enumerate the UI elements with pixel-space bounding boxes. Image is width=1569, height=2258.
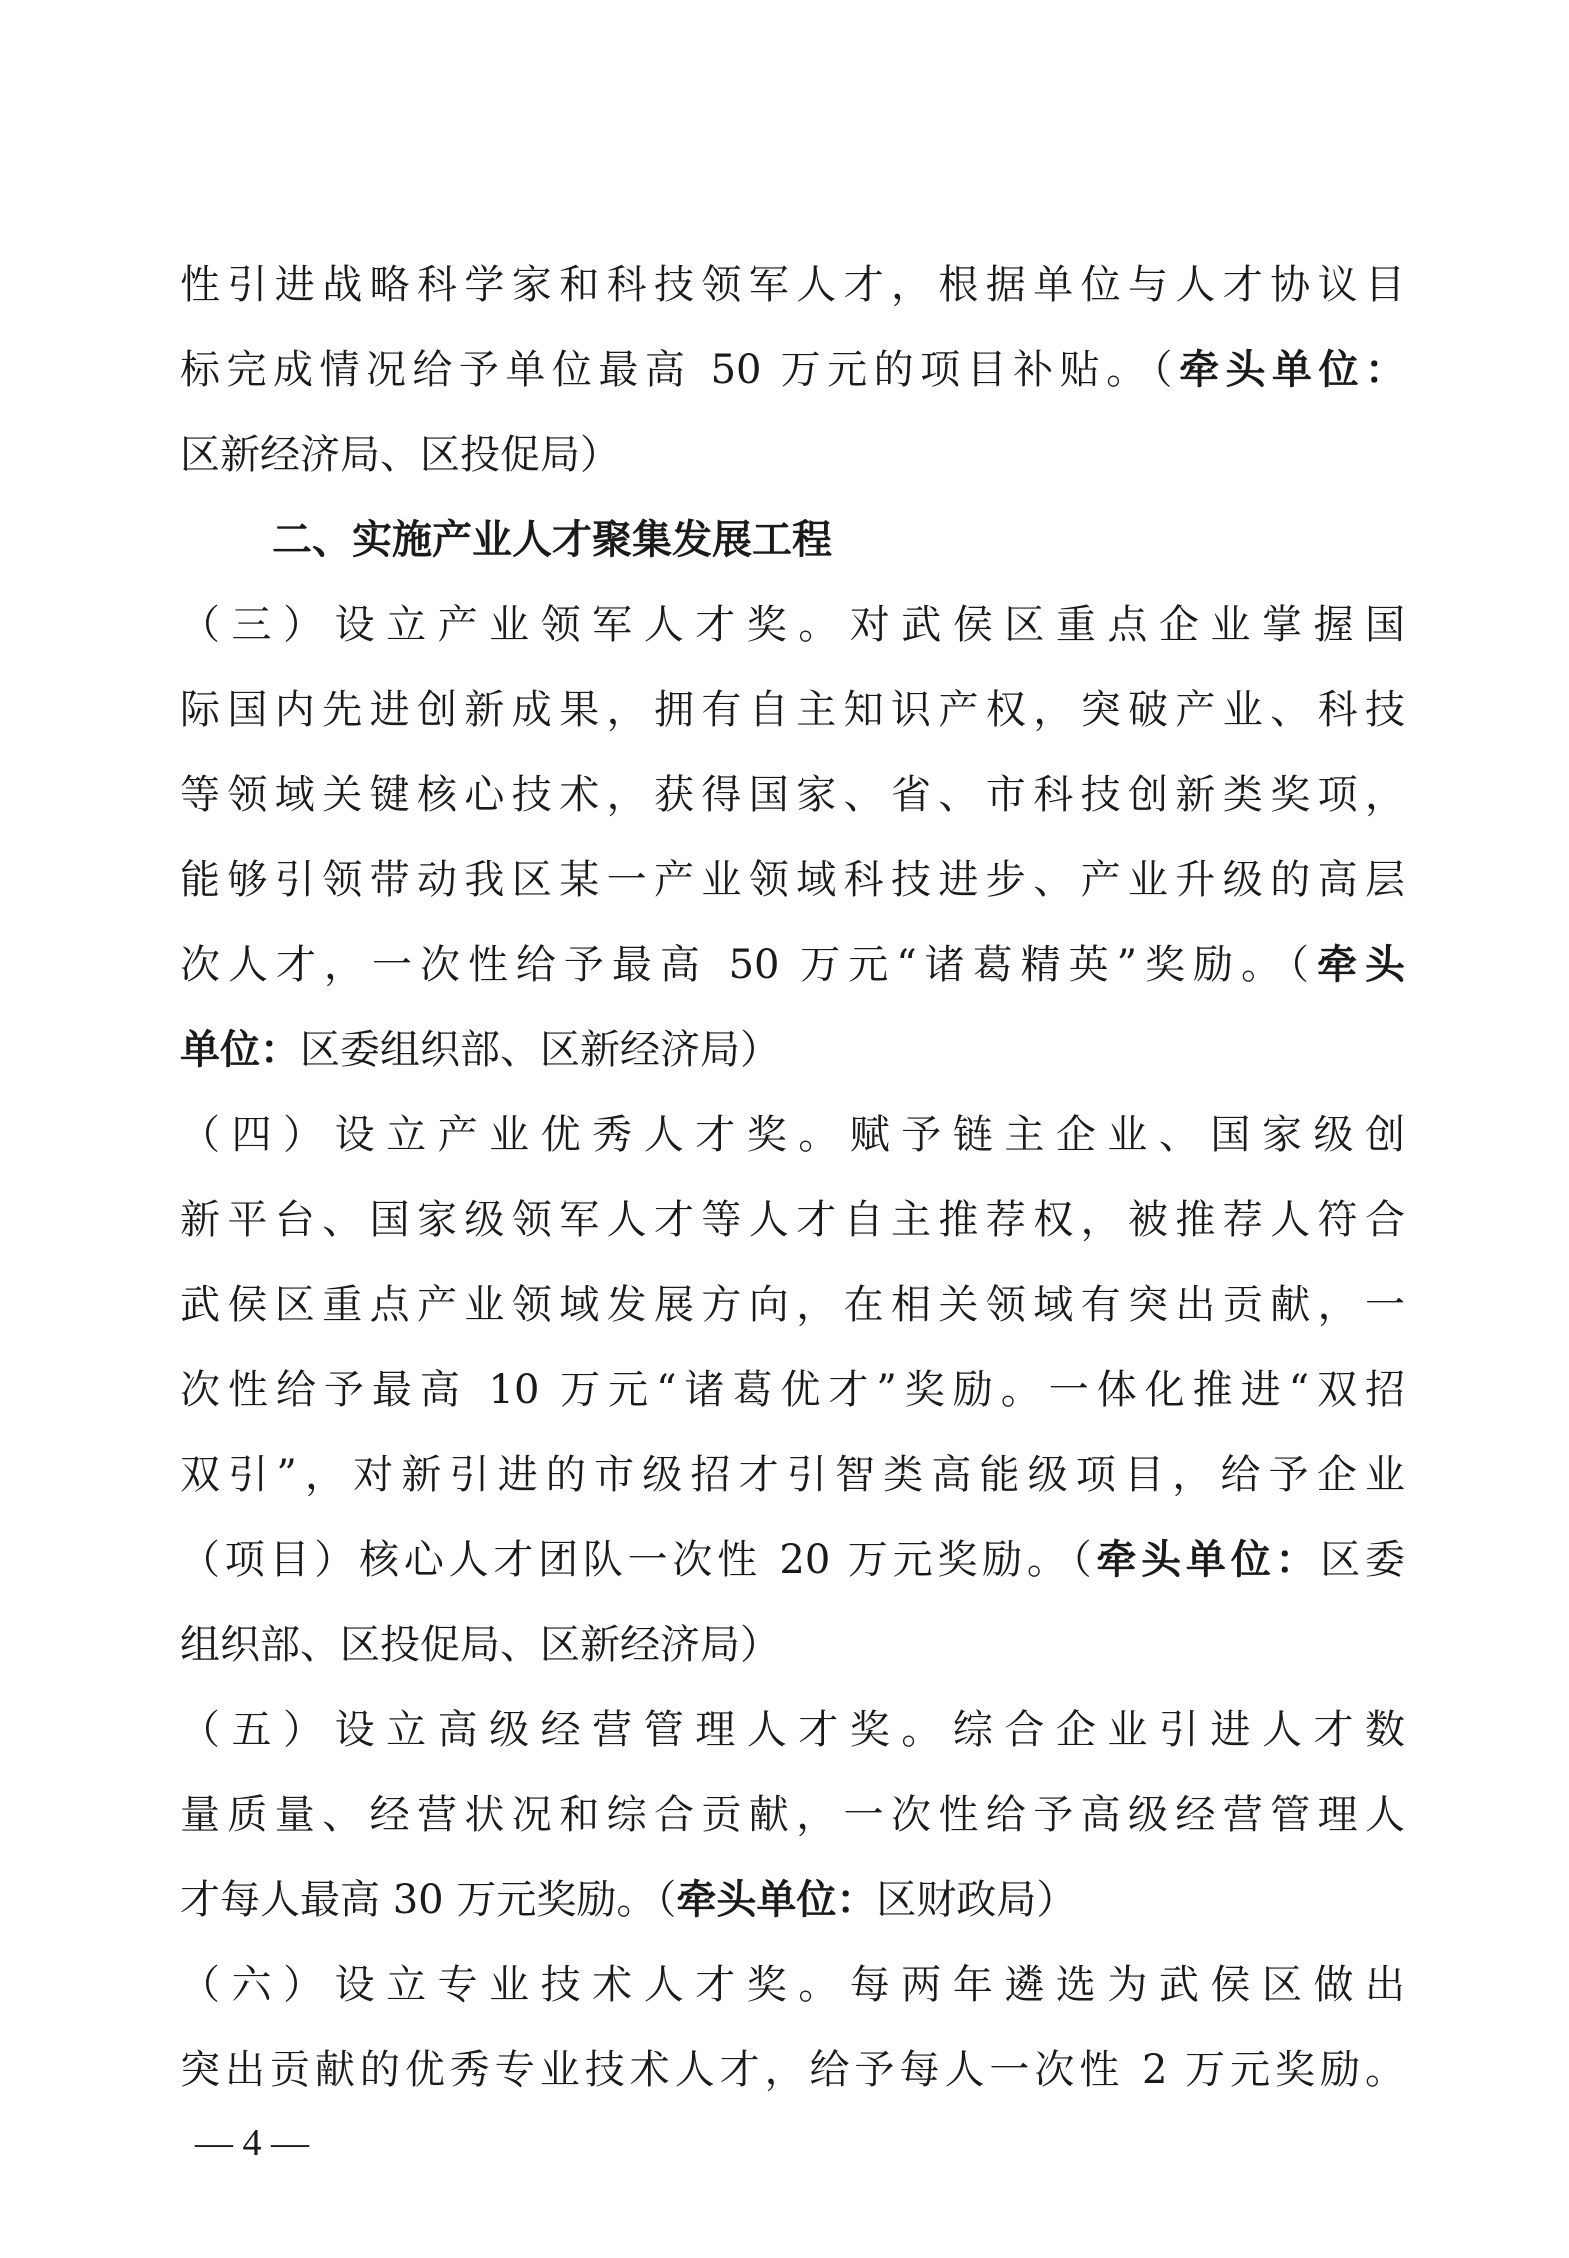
text-segment: 次性给予最高 10 万元“诸葛优才”奖励。一体化推进“双招 xyxy=(180,1367,1405,1413)
text-segment: （项目）核心人才团队一次性 20 万元奖励。（ xyxy=(180,1537,1097,1583)
text-line xyxy=(180,680,1405,740)
text-segment: 能够引领带动我区某一产业领域科技进步、产业升级的高层 xyxy=(180,857,1405,903)
text-line xyxy=(180,2040,1405,2100)
text-line xyxy=(180,1530,1405,1590)
text-segment: 量质量、经营状况和综合贡献，一次性给予高级经营管理人 xyxy=(180,1792,1405,1838)
text-line xyxy=(180,935,1405,995)
text-line xyxy=(180,340,1405,400)
text-line xyxy=(180,765,1405,825)
heading-text: 二、实施产业人才聚集发展工程 xyxy=(272,517,832,563)
text-line xyxy=(180,1785,1405,1845)
section-heading xyxy=(272,510,1372,570)
lead-unit-label: 单位： xyxy=(180,1027,300,1073)
text-segment: （五）设立高级经营管理人才奖。综合企业引进人才数 xyxy=(180,1707,1405,1753)
text-segment: 双引”，对新引进的市级招才引智类高能级项目，给予企业 xyxy=(180,1452,1405,1498)
text-line xyxy=(180,595,1405,655)
text-line xyxy=(180,850,1405,910)
text-line xyxy=(180,1445,1405,1505)
text-segment: （三）设立产业领军人才奖。对武侯区重点企业掌握国 xyxy=(180,602,1405,648)
lead-unit-label: 牵头单位： xyxy=(1179,347,1405,393)
text-segment: 区新经济局、区投促局） xyxy=(180,432,620,478)
text-line xyxy=(180,1275,1405,1335)
text-segment: 标完成情况给予单位最高 50 万元的项目补贴。（ xyxy=(180,347,1180,393)
text-segment: 组织部、区投促局、区新经济局） xyxy=(180,1622,780,1668)
text-segment: 区委组织部、区新经济局） xyxy=(300,1027,780,1073)
text-line xyxy=(180,425,1405,485)
text-segment: 突出贡献的优秀专业技术人才，给予每人一次性 2 万元奖励。 xyxy=(180,2047,1405,2093)
lead-unit-label: 牵头单位： xyxy=(1096,1537,1321,1583)
text-line xyxy=(180,1020,1405,1080)
text-segment: （四）设立产业优秀人才奖。赋予链主企业、国家级创 xyxy=(180,1112,1405,1158)
text-line xyxy=(180,1870,1405,1930)
text-line xyxy=(180,1360,1405,1420)
text-segment: 区委 xyxy=(1320,1537,1405,1583)
text-segment: （六）设立专业技术人才奖。每两年遴选为武侯区做出 xyxy=(180,1962,1405,2008)
lead-unit-label: 牵头单位： xyxy=(676,1877,877,1923)
text-line xyxy=(180,1700,1405,1760)
text-segment: 武侯区重点产业领域发展方向，在相关领域有突出贡献，一 xyxy=(180,1282,1405,1328)
text-line xyxy=(180,255,1405,315)
page-number: — 4 — xyxy=(195,2122,309,2164)
text-segment: 次人才，一次性给予最高 50 万元“诸葛精英”奖励。（ xyxy=(180,942,1318,988)
text-line xyxy=(180,1190,1405,1250)
text-segment: 等领域关键核心技术，获得国家、省、市科技创新类奖项， xyxy=(180,772,1405,818)
text-segment: 新平台、国家级领军人才等人才自主推荐权，被推荐人符合 xyxy=(180,1197,1405,1243)
text-segment: 区财政局） xyxy=(876,1877,1077,1923)
text-line xyxy=(180,1955,1405,2015)
text-segment: 际国内先进创新成果，拥有自主知识产权，突破产业、科技 xyxy=(180,687,1405,733)
text-line xyxy=(180,1615,1405,1675)
lead-unit-label: 牵头 xyxy=(1317,942,1405,988)
text-segment: 性引进战略科学家和科技领军人才，根据单位与人才协议目 xyxy=(180,262,1405,308)
text-line xyxy=(180,1105,1405,1165)
text-segment: 才每人最高 30 万元奖励。（ xyxy=(180,1877,677,1923)
